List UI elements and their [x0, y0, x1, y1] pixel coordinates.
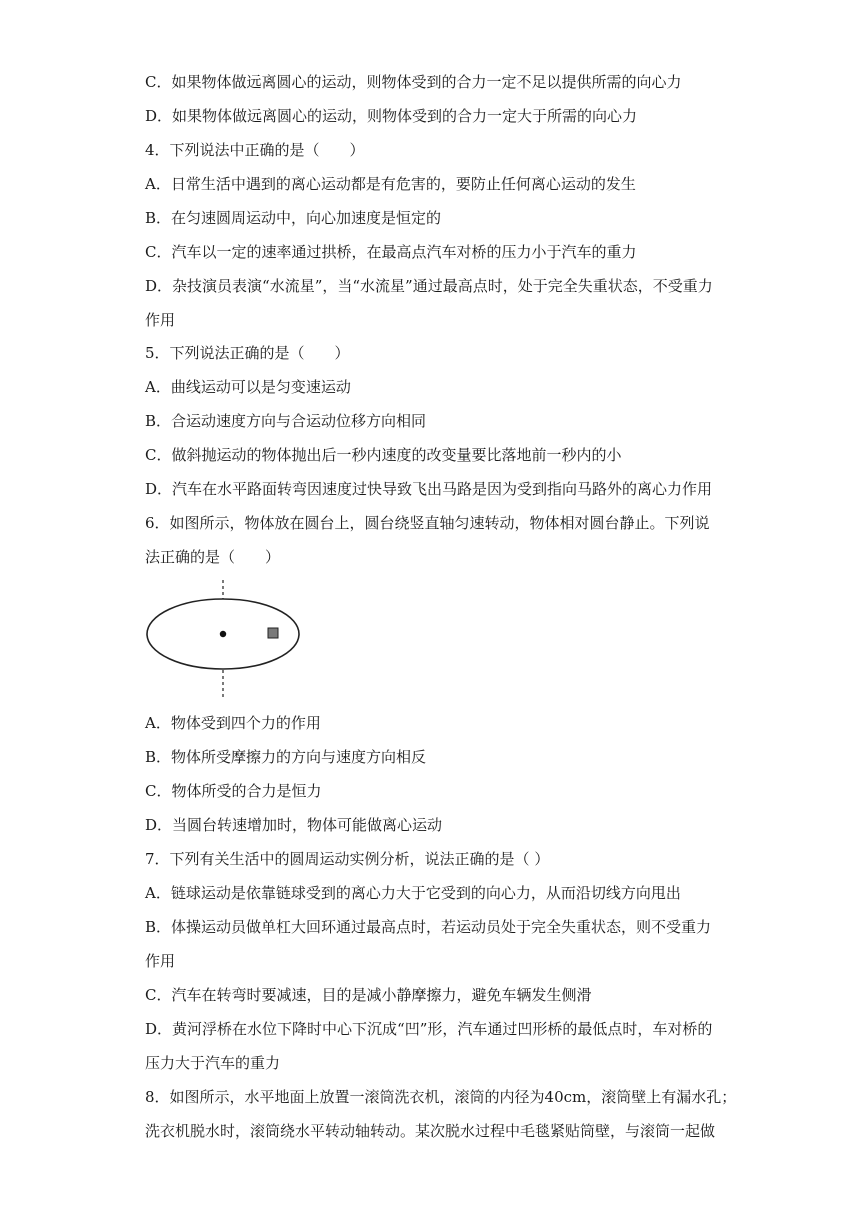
text-line: 洗衣机脱水时，滚筒绕水平转动轴转动。某次脱水过程中毛毯紧贴筒壁，与滚筒一起做 [145, 1122, 716, 1140]
question-6-stem: 6．如图所示，物体放在圆台上，圆台绕竖直轴匀速转动，物体相对圆台静止。下列说 [145, 514, 710, 532]
question-5-stem: 5．下列说法正确的是（ ） [145, 344, 350, 362]
text-line: A．日常生活中遇到的离心运动都是有危害的，要防止任何离心运动的发生 [145, 175, 636, 193]
text-line: 作用 [145, 952, 176, 970]
text-line: B．合运动速度方向与合运动位移方向相同 [145, 412, 427, 430]
text-line: 法正确的是（ ） [145, 548, 281, 566]
text-line: D．杂技演员表演“水流星”，当“水流星”通过最高点时，处于完全失重状态，不受重力 [145, 277, 713, 295]
text-line: C．物体所受的合力是恒力 [145, 782, 322, 800]
text-line: C．如果物体做远离圆心的运动，则物体受到的合力一定不足以提供所需的向心力 [145, 73, 682, 91]
turntable-figure [140, 578, 310, 700]
text-line: A．曲线运动可以是匀变速运动 [145, 378, 351, 396]
text-line: D．黄河浮桥在水位下降时中心下沉成“凹”形，汽车通过凹形桥的最低点时，车对桥的 [145, 1020, 713, 1038]
text-line: D．如果物体做远离圆心的运动，则物体受到的合力一定大于所需的向心力 [145, 107, 638, 125]
text-line: C．做斜抛运动的物体抛出后一秒内速度的改变量要比落地前一秒内的小 [145, 446, 622, 464]
text-line: 压力大于汽车的重力 [145, 1054, 281, 1072]
text-line: A．物体受到四个力的作用 [145, 714, 321, 732]
block-object [268, 628, 278, 638]
text-line: D．汽车在水平路面转弯因速度过快导致飞出马路是因为受到指向马路外的离心力作用 [145, 480, 713, 498]
text-line: A．链球运动是依靠链球受到的离心力大于它受到的向心力，从而沿切线方向甩出 [145, 884, 681, 902]
text-line: C．汽车以一定的速率通过拱桥，在最高点汽车对桥的压力小于汽车的重力 [145, 243, 637, 261]
text-line: D．当圆台转速增加时，物体可能做离心运动 [145, 816, 443, 834]
text-line: B．体操运动员做单杠大回环通过最高点时，若运动员处于完全失重状态，则不受重力 [145, 918, 712, 936]
text-line: B．物体所受摩擦力的方向与速度方向相反 [145, 748, 427, 766]
question-8-stem: 8．如图所示，水平地面上放置一滚筒洗衣机，滚筒的内径为40cm，滚筒壁上有漏水孔； [145, 1088, 737, 1106]
question-4-stem: 4．下列说法中正确的是（ ） [145, 141, 365, 159]
axis-center-dot [220, 631, 226, 637]
text-line: 作用 [145, 311, 176, 329]
text-line: C．汽车在转弯时要减速，目的是减小静摩擦力，避免车辆发生侧滑 [145, 986, 592, 1004]
text-line: B．在匀速圆周运动中，向心加速度是恒定的 [145, 209, 442, 227]
question-7-stem: 7．下列有关生活中的圆周运动实例分析，说法正确的是（ ） [145, 850, 550, 868]
